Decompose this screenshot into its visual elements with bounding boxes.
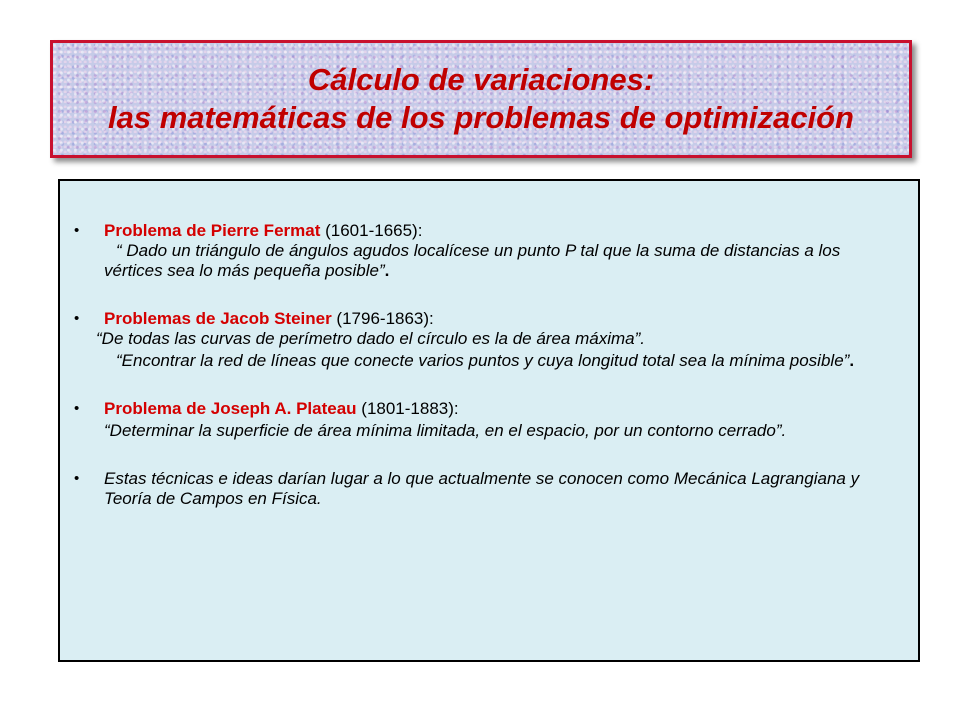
quote-text: De todas las curvas de perímetro dado el círculo es la de área máxima [101, 329, 635, 348]
mathematician-dates: (1601-1665): [320, 221, 423, 240]
slide-content-box [58, 179, 920, 662]
bullet-icon: • [74, 470, 80, 487]
bullet-icon: • [74, 400, 80, 417]
problem-statement [96, 329, 888, 349]
bullet-item-fermat [74, 221, 888, 281]
slide-title-line-2: las matemáticas de los problemas de optimización [108, 100, 854, 135]
quote-end: . [384, 261, 390, 280]
mathematician-dates: (1801-1883): [356, 399, 459, 418]
slide-title-line-1: Cálculo de variaciones: [307, 62, 655, 97]
mathematician-dates: (1796-1863): [331, 309, 434, 328]
item-heading [104, 399, 888, 419]
quote-close: ” [775, 421, 782, 440]
problem-statement [104, 241, 888, 281]
problem-statement [104, 421, 888, 441]
mathematician-name: Problema de Joseph A. Plateau [104, 399, 357, 418]
quote-text: Encontrar la red de líneas que conecte varios puntos y cuya longitud total sea la mínima posible [121, 351, 844, 370]
bullet-item-plateau [74, 399, 888, 441]
quote-open: “ [104, 421, 110, 440]
quote-open: “ [116, 351, 122, 370]
problem-statement [104, 351, 888, 371]
quote-end: . [849, 351, 855, 370]
quote-text: Determinar la superficie de área mínima limitada, en el espacio, por un contorno cerrado [109, 421, 776, 440]
bullet-item-steiner [74, 309, 888, 371]
quote-close: ” [843, 351, 850, 370]
quote-close: ” [379, 261, 385, 280]
item-heading [104, 221, 888, 241]
quote-text: Dado un triángulo de ángulos agudos localícese un punto P tal que la suma de distancias a los vértices sea lo más pequeña posible [104, 241, 841, 280]
quote-end: . [781, 421, 787, 440]
mathematician-name: Problemas de Jacob Steiner [104, 309, 332, 328]
conclusion-text: Estas técnicas e ideas darían lugar a lo que actualmente se conocen como Mecánica Lagrangiana y Teoría de Campos en Física. [104, 469, 860, 508]
bullet-icon: • [74, 310, 80, 327]
slide-title-box [50, 40, 912, 158]
quote-open: “ [116, 241, 122, 260]
mathematician-name: Problema de Pierre Fermat [104, 221, 321, 240]
bullet-item-conclusion [74, 469, 888, 509]
quote-end: . [640, 329, 646, 348]
bullet-icon: • [74, 222, 80, 239]
item-heading [104, 309, 888, 329]
quote-close: ” [634, 329, 641, 348]
quote-open: “ [96, 329, 102, 348]
